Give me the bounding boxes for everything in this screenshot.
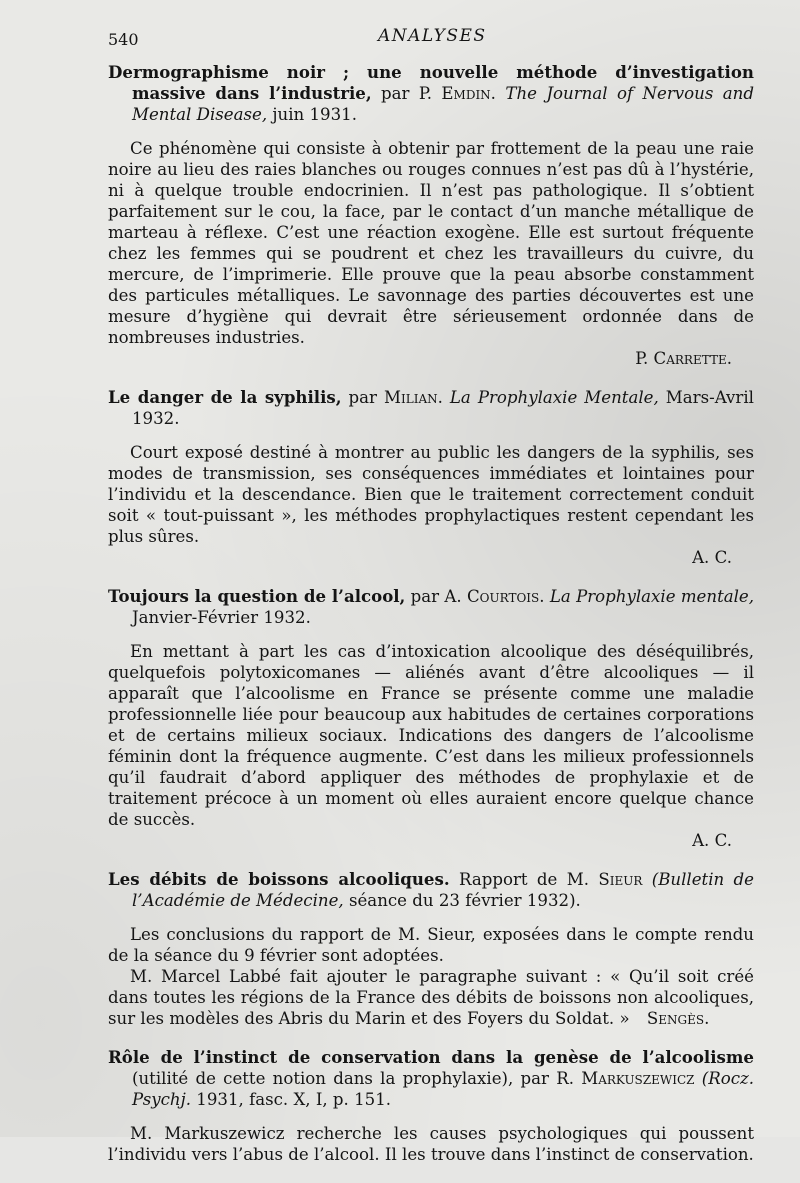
review-alcool [108,586,754,851]
review-signature: Sengès. [646,1009,710,1028]
review-title: Les débits de boissons alcooliques. [108,869,450,889]
review-citation [108,1047,754,1110]
review-body: M. Markuszewicz recherche les causes psychologiques qui poussent l’individu vers l’abus de l’alcool. Il les trouve dans l’instinct de conservation. [108,1124,754,1164]
review-by: par P. [381,84,432,103]
review-title: Toujours la question de l’alcool, [108,586,406,606]
review-date: séance du 23 février 1932). [348,891,581,910]
review-body-continued [108,966,754,1029]
review-journal: The Journal of Nervous and Mental Disease, [132,84,754,124]
review-citation [108,869,754,911]
review-signature: A. C. [692,548,732,567]
review-title-rest: (utilité de cette notion dans la prophylaxie), par R. [132,1069,574,1088]
review-author: Markuszewicz [581,1069,695,1088]
review-citation [108,387,754,429]
review-journal: La Prophylaxie Mentale, [449,388,659,407]
review-dermographisme [108,62,754,369]
review-title: Le danger de la syphilis, [108,387,342,407]
review-body: En mettant à part les cas d’intoxication alcoolique des déséquilibrés, quelquefois polytoxicomanes — aliénés avant d’être alcooliques — il apparaît que l’alcoolisme en France se présente comme une maladie professionnelle liée pour beaucoup aux habitudes de certaines corporations et de certains milieux sociaux. Indications des dangers de l’alcoolisme féminin dont la fréquence augmente. C’est dans les milieux professionnels qu’il faudrait d’abord appliquer des méthodes de prophylaxie et de traitement précoce à un moment où elles auraient encore quelque chance de succès. [108,642,754,829]
page-number: 540 [108,30,139,49]
review-by: Rapport de M. [458,870,589,889]
review-body: Ce phénomène qui consiste à obtenir par frottement de la peau une raie noire au lieu des raies blanches ou rouges connues n’est pas dû à l’hystérie, ni à quelque trouble endocrinien. Il n’est pas pathologique. Il s’obtient parfaitement sur le cou, la face, par le contact d’un manche métallique de marteau à réflexe. C’est une réaction exogène. Elle est surtout fréquente chez les femmes qui se poudrent et chez les travailleurs du cuivre, du mercure, de l’imprimerie. Elle prouve que la peau absorbe constamment des particules métalliques. Le savonnage des parties découvertes est une mesure d’hygiène qui devrait être sérieusement ordonnée dans de nombreuses industries. [108,139,754,347]
review-body-2: M. Marcel Labbé fait ajouter le paragraphe suivant : « Qu’il soit créé dans toutes les régions de la France des débits de boissons non alcooliques, sur les modèles des Abris du Marin et des Foyers du Soldat. » [108,967,754,1028]
review-body: Les conclusions du rapport de M. Sieur, exposées dans le compte rendu de la séance du 9 février sont adoptées. [108,925,754,965]
review-date: juin 1931. [272,105,357,124]
review-signature: A. C. [692,831,732,850]
review-date: 1931, fasc. X, I, p. 151. [196,1090,392,1109]
review-author: Sieur [598,870,643,889]
review-by: par A. [410,587,462,606]
review-title: Rôle de l’instinct de conservation dans la genèse de l’alcoolisme [108,1047,754,1067]
review-signature: P. Carrette. [635,349,732,368]
review-title: Dermographisme noir ; une nouvelle méthode d’investigation massive dans l’industrie, [108,62,754,103]
review-author: Emdin. [441,84,496,103]
review-citation [108,62,754,125]
review-journal: La Prophylaxie mentale, [549,587,755,606]
review-by: par [348,388,377,407]
review-journal: (Rocz. Psychj. [132,1069,755,1109]
review-body: Court exposé destiné à montrer au public les dangers de la syphilis, ses modes de transmission, ses conséquences immédiates et lointaines pour l’individu et la descendance. Bien que le traitement correctement conduit soit « tout-puissant », les méthodes prophylactiques restent cependant les plus sûres. [108,443,754,546]
review-author: Courtois. [466,587,545,606]
running-title: ANALYSES [378,26,487,46]
reviews-column [108,62,754,1183]
review-instinct-conservation [108,1047,754,1165]
review-author: Milian. [384,388,443,407]
page-header [108,26,748,50]
review-debits-boissons [108,869,754,1029]
review-date: Mars-Avril 1932. [132,388,754,428]
review-citation [108,586,754,628]
review-syphilis [108,387,754,568]
review-date: Janvier-Février 1932. [132,608,311,627]
review-journal: (Bulletin de l’Académie de Médecine, [132,870,754,910]
